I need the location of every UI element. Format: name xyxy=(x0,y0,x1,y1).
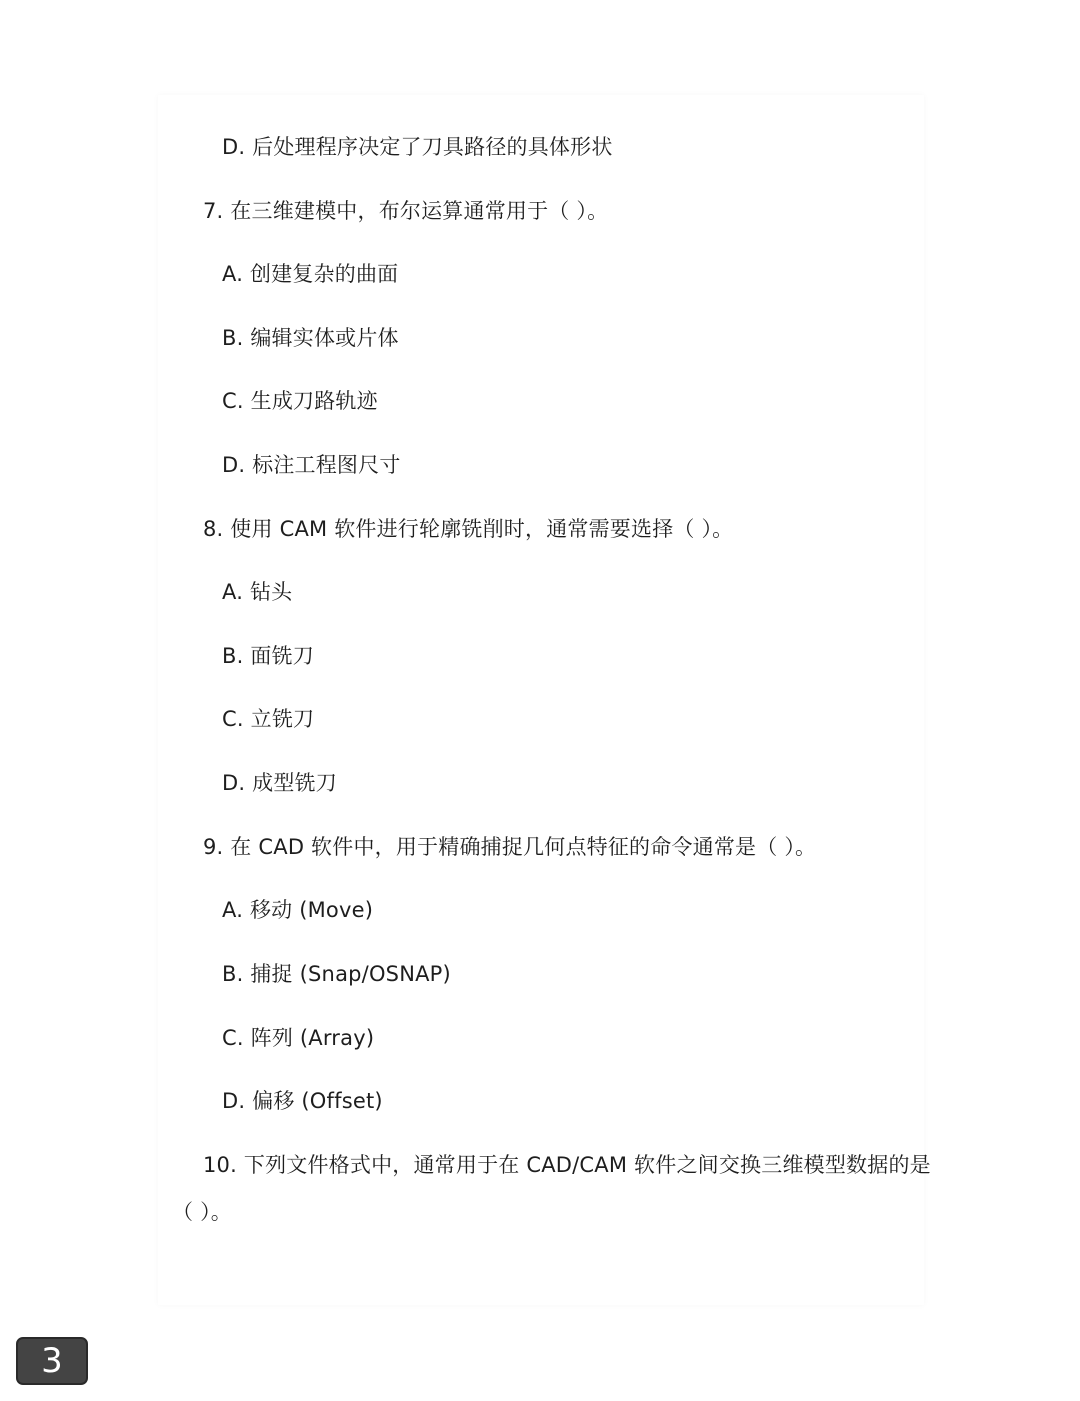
question-8-stem: 8. 使用 CAM 软件进行轮廓铣削时，通常需要选择（ ）。 xyxy=(203,517,734,541)
page-number-badge: 3 xyxy=(16,1337,88,1385)
question-7-stem: 7. 在三维建模中，布尔运算通常用于（ ）。 xyxy=(203,199,609,223)
question-7-option-d: D. 标注工程图尺寸 xyxy=(222,453,401,477)
question-8-option-c: C. 立铣刀 xyxy=(222,707,315,731)
question-9-option-a: A. 移动 (Move) xyxy=(222,898,374,922)
question-6-option-d: D. 后处理程序决定了刀具路径的具体形状 xyxy=(222,135,613,159)
question-9-option-c: C. 阵列 (Array) xyxy=(222,1026,375,1050)
question-9-stem: 9. 在 CAD 软件中，用于精确捕捉几何点特征的命令通常是（ ）。 xyxy=(203,835,817,859)
question-7-option-a: A. 创建复杂的曲面 xyxy=(222,262,399,286)
question-8-option-d: D. 成型铣刀 xyxy=(222,771,337,795)
question-8-option-b: B. 面铣刀 xyxy=(222,644,314,668)
question-7-option-b: B. 编辑实体或片体 xyxy=(222,326,399,350)
question-10-stem-continuation: （ ）。 xyxy=(172,1200,232,1224)
question-8-option-a: A. 钻头 xyxy=(222,580,293,604)
question-7-option-c: C. 生成刀路轨迹 xyxy=(222,389,378,413)
question-9-option-d: D. 偏移 (Offset) xyxy=(222,1089,383,1113)
question-10-stem: 10. 下列文件格式中，通常用于在 CAD/CAM 软件之间交换三维模型数据的是 xyxy=(203,1153,931,1177)
question-9-option-b: B. 捕捉 (Snap/OSNAP) xyxy=(222,962,451,986)
